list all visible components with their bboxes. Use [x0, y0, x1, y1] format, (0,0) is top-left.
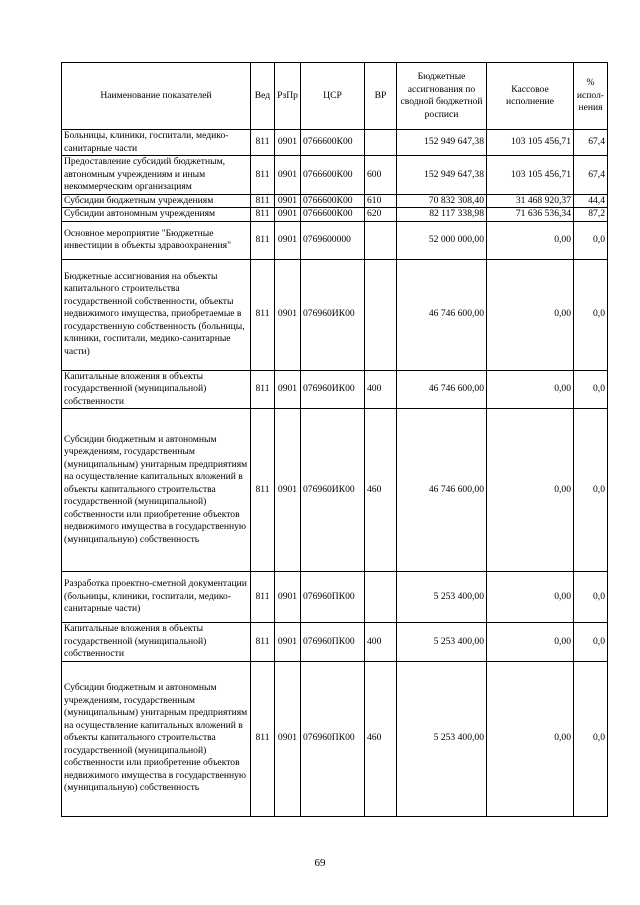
table-row [62, 572, 608, 623]
cell-csr: 0766600К00 [301, 130, 365, 156]
cell-name: Субсидии бюджетным и автономным учреждениям, государственным (муниципальным) унитарным предприятиям на осуществление капитальных вложений в объекты капитального строительства государственной (муниципальной) собственности или приобретение объектов недвижимого имущества в государственную (муниципальную) собственность [62, 661, 251, 816]
cell-percent: 87,2 [574, 208, 608, 222]
cell-name: Субсидии бюджетным учреждениям [62, 194, 251, 208]
cell-ved: 811 [251, 208, 275, 222]
header-cash: Кассовое исполнение [487, 63, 574, 130]
cell-vr [365, 221, 397, 259]
cell-rzpr: 0901 [275, 221, 301, 259]
cell-percent: 0,0 [574, 572, 608, 623]
cell-cash: 31 468 920,37 [487, 194, 574, 208]
cell-csr: 076960ПК00 [301, 572, 365, 623]
cell-name: Капитальные вложения в объекты государственной (муниципальной) собственности [62, 370, 251, 409]
header-name: Наименование показателей [62, 63, 251, 130]
cell-cash: 103 105 456,71 [487, 130, 574, 156]
cell-vr: 610 [365, 194, 397, 208]
table-row [62, 194, 608, 208]
header-ved: Вед [251, 63, 275, 130]
header-row [62, 63, 608, 130]
cell-name: Предоставление субсидий бюджетным, автономным учреждениям и иным некоммерческим организациям [62, 156, 251, 195]
budget-execution-table [61, 62, 608, 817]
header-percent: % испол-нения [574, 63, 608, 130]
cell-name: Больницы, клиники, госпитали, медико-санитарные части [62, 130, 251, 156]
cell-rzpr: 0901 [275, 208, 301, 222]
cell-rzpr: 0901 [275, 661, 301, 816]
cell-ved: 811 [251, 661, 275, 816]
cell-rzpr: 0901 [275, 623, 301, 662]
cell-percent: 0,0 [574, 409, 608, 572]
cell-assignments: 5 253 400,00 [397, 572, 487, 623]
cell-rzpr: 0901 [275, 409, 301, 572]
cell-ved: 811 [251, 194, 275, 208]
cell-assignments: 52 000 000,00 [397, 221, 487, 259]
cell-vr [365, 259, 397, 370]
cell-csr: 076960ПК00 [301, 661, 365, 816]
cell-csr: 0766600К00 [301, 156, 365, 195]
cell-name: Субсидии бюджетным и автономным учреждениям, государственным (муниципальным) унитарным предприятиям на осуществление капитальных вложений в объекты капитального строительства государственной (муниципальной) собственности или приобретение объектов недвижимого имущества в государственную (муниципальную) собственность [62, 409, 251, 572]
cell-cash: 0,00 [487, 623, 574, 662]
cell-ved: 811 [251, 409, 275, 572]
cell-assignments: 82 117 338,98 [397, 208, 487, 222]
header-rzpr: РзПр [275, 63, 301, 130]
table-row [62, 208, 608, 222]
cell-cash: 0,00 [487, 370, 574, 409]
cell-cash: 0,00 [487, 259, 574, 370]
cell-percent: 0,0 [574, 623, 608, 662]
table-row [62, 221, 608, 259]
cell-assignments: 46 746 600,00 [397, 409, 487, 572]
table-row [62, 661, 608, 816]
cell-rzpr: 0901 [275, 156, 301, 195]
cell-csr: 076960ИК00 [301, 259, 365, 370]
cell-cash: 103 105 456,71 [487, 156, 574, 195]
cell-rzpr: 0901 [275, 130, 301, 156]
cell-percent: 0,0 [574, 221, 608, 259]
table-row [62, 370, 608, 409]
cell-csr: 076960ПК00 [301, 623, 365, 662]
cell-cash: 0,00 [487, 661, 574, 816]
cell-rzpr: 0901 [275, 370, 301, 409]
cell-rzpr: 0901 [275, 194, 301, 208]
cell-assignments: 46 746 600,00 [397, 370, 487, 409]
cell-vr: 620 [365, 208, 397, 222]
cell-assignments: 5 253 400,00 [397, 623, 487, 662]
table-row [62, 409, 608, 572]
table-row [62, 623, 608, 662]
cell-percent: 0,0 [574, 259, 608, 370]
cell-ved: 811 [251, 259, 275, 370]
cell-name: Субсидии автономным учреждениям [62, 208, 251, 222]
cell-csr: 0766600К00 [301, 194, 365, 208]
cell-percent: 44,4 [574, 194, 608, 208]
cell-name: Капитальные вложения в объекты государственной (муниципальной) собственности [62, 623, 251, 662]
cell-assignments: 152 949 647,38 [397, 156, 487, 195]
cell-assignments: 5 253 400,00 [397, 661, 487, 816]
cell-percent: 67,4 [574, 156, 608, 195]
cell-cash: 71 636 536,34 [487, 208, 574, 222]
cell-assignments: 70 832 308,40 [397, 194, 487, 208]
cell-percent: 0,0 [574, 661, 608, 816]
cell-ved: 811 [251, 572, 275, 623]
cell-vr [365, 130, 397, 156]
cell-rzpr: 0901 [275, 572, 301, 623]
cell-csr: 076960ИК00 [301, 370, 365, 409]
table-row [62, 130, 608, 156]
page-number: 69 [314, 857, 326, 869]
cell-csr: 0766600К00 [301, 208, 365, 222]
cell-vr: 600 [365, 156, 397, 195]
cell-ved: 811 [251, 623, 275, 662]
cell-name: Разработка проектно-сметной документации (больницы, клиники, госпитали, медико-санитарные части) [62, 572, 251, 623]
cell-percent: 67,4 [574, 130, 608, 156]
cell-assignments: 152 949 647,38 [397, 130, 487, 156]
cell-percent: 0,0 [574, 370, 608, 409]
cell-csr: 0769600000 [301, 221, 365, 259]
cell-cash: 0,00 [487, 221, 574, 259]
cell-vr: 460 [365, 661, 397, 816]
cell-cash: 0,00 [487, 572, 574, 623]
cell-vr: 460 [365, 409, 397, 572]
cell-name: Основное мероприятие "Бюджетные инвестиции в объекты здравоохранения" [62, 221, 251, 259]
header-csr: ЦСР [301, 63, 365, 130]
cell-csr: 076960ИК00 [301, 409, 365, 572]
cell-ved: 811 [251, 156, 275, 195]
cell-cash: 0,00 [487, 409, 574, 572]
cell-ved: 811 [251, 221, 275, 259]
table-row [62, 259, 608, 370]
cell-vr [365, 572, 397, 623]
cell-rzpr: 0901 [275, 259, 301, 370]
header-vr: ВР [365, 63, 397, 130]
cell-ved: 811 [251, 130, 275, 156]
cell-vr: 400 [365, 370, 397, 409]
cell-ved: 811 [251, 370, 275, 409]
cell-name: Бюджетные ассигнования на объекты капитального строительства государственной собственности, объекты недвижимого имущества, приобретаемые в государственную собственность (больницы, клиники, госпитали, медико-санитарные части) [62, 259, 251, 370]
cell-assignments: 46 746 600,00 [397, 259, 487, 370]
table-row [62, 156, 608, 195]
header-assignments: Бюджетные ассигнования по сводной бюджетной росписи [397, 63, 487, 130]
cell-vr: 400 [365, 623, 397, 662]
